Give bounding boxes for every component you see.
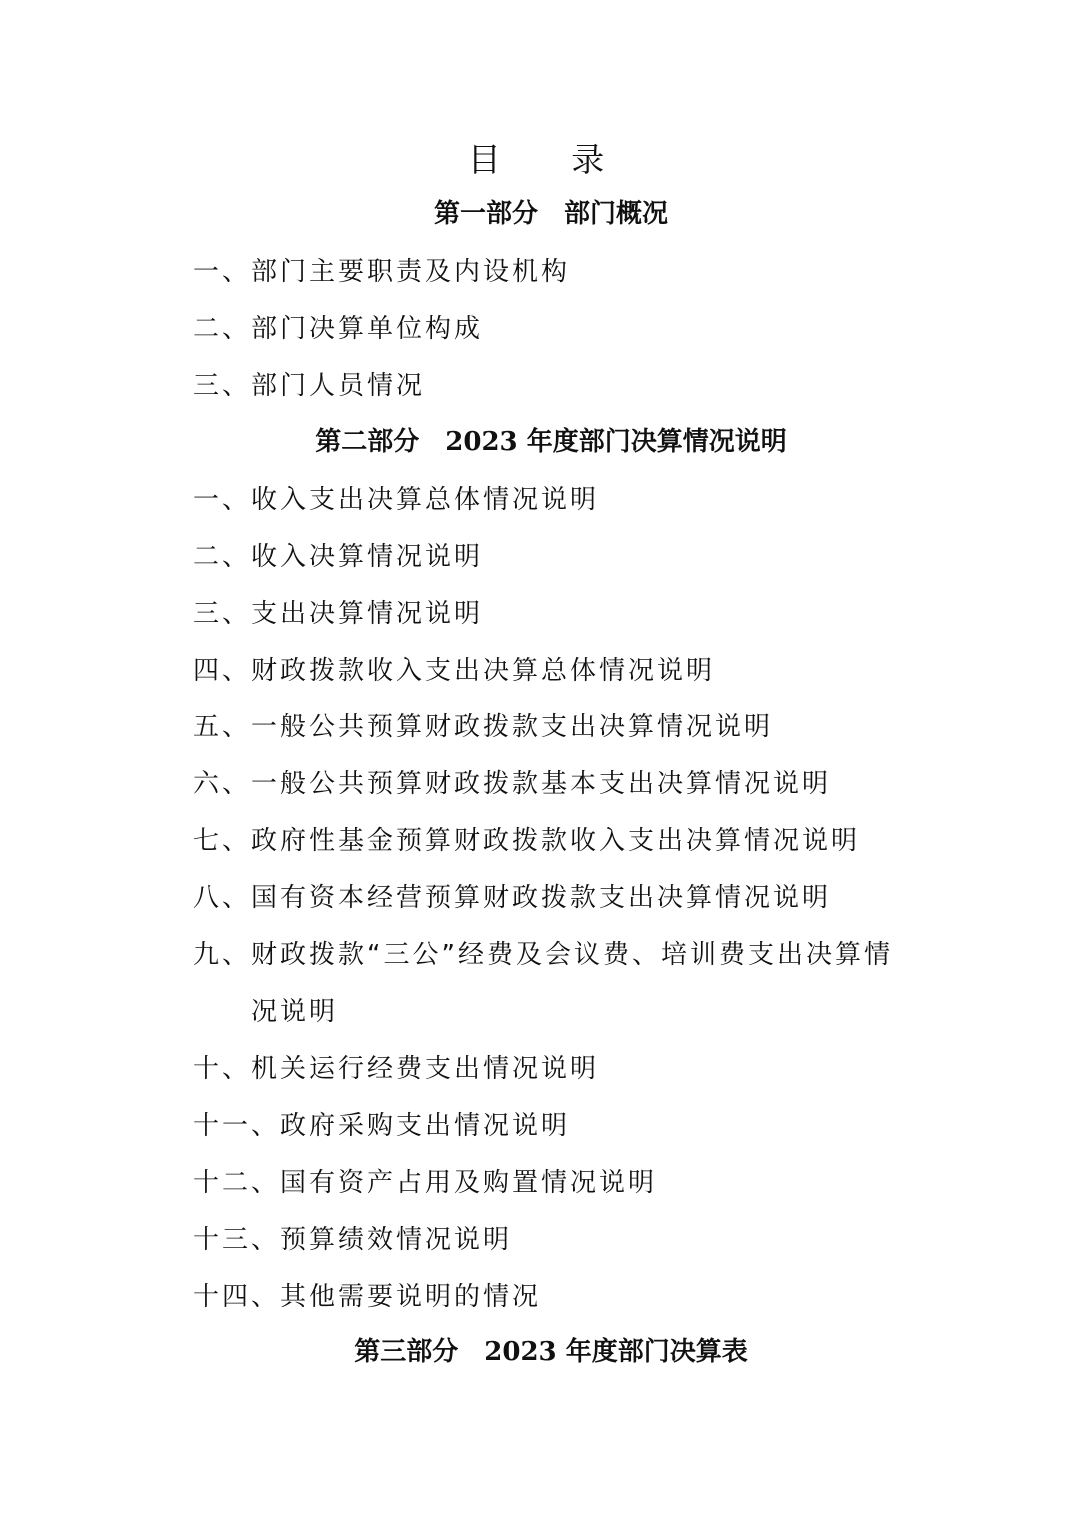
toc-item-2-12: 十二、国有资产占用及购置情况说明	[193, 1168, 658, 1198]
toc-item-1-1: 一、部门主要职责及内设机构	[193, 257, 571, 287]
toc-item-2-7: 七、政府性基金预算财政拨款收入支出决算情况说明	[193, 826, 861, 856]
toc-item-2-14: 十四、其他需要说明的情况	[193, 1282, 542, 1312]
toc-item-2-3: 三、支出决算情况说明	[193, 599, 484, 629]
toc-item-2-11: 十一、政府采购支出情况说明	[193, 1111, 571, 1141]
toc-item-2-4: 四、财政拨款收入支出决算总体情况说明	[193, 656, 716, 686]
part1-heading: 第一部分 部门概况	[433, 199, 668, 229]
toc-item-1-2: 二、部门决算单位构成	[193, 314, 484, 344]
toc-item-2-13: 十三、预算绩效情况说明	[193, 1225, 513, 1255]
part2-heading: 第二部分 2023 年度部门决算情况说明	[315, 427, 787, 457]
toc-item-2-8: 八、国有资本经营预算财政拨款支出决算情况说明	[193, 883, 832, 913]
toc-item-2-10: 十、机关运行经费支出情况说明	[193, 1054, 600, 1084]
toc-item-2-1: 一、收入支出决算总体情况说明	[193, 485, 600, 515]
toc-item-2-2: 二、收入决算情况说明	[193, 542, 484, 572]
toc-item-1-3: 三、部门人员情况	[193, 371, 426, 401]
part3-heading: 第三部分 2023 年度部门决算表	[354, 1337, 748, 1367]
toc-item-2-5: 五、一般公共预算财政拨款支出决算情况说明	[193, 712, 774, 742]
toc-item-2-9-continued: 况说明	[251, 997, 339, 1027]
toc-title: 目 录	[467, 140, 635, 179]
toc-item-2-9: 九、财政拨款“三公”经费及会议费、培训费支出决算情	[193, 940, 893, 970]
toc-item-2-6: 六、一般公共预算财政拨款基本支出决算情况说明	[193, 769, 832, 799]
